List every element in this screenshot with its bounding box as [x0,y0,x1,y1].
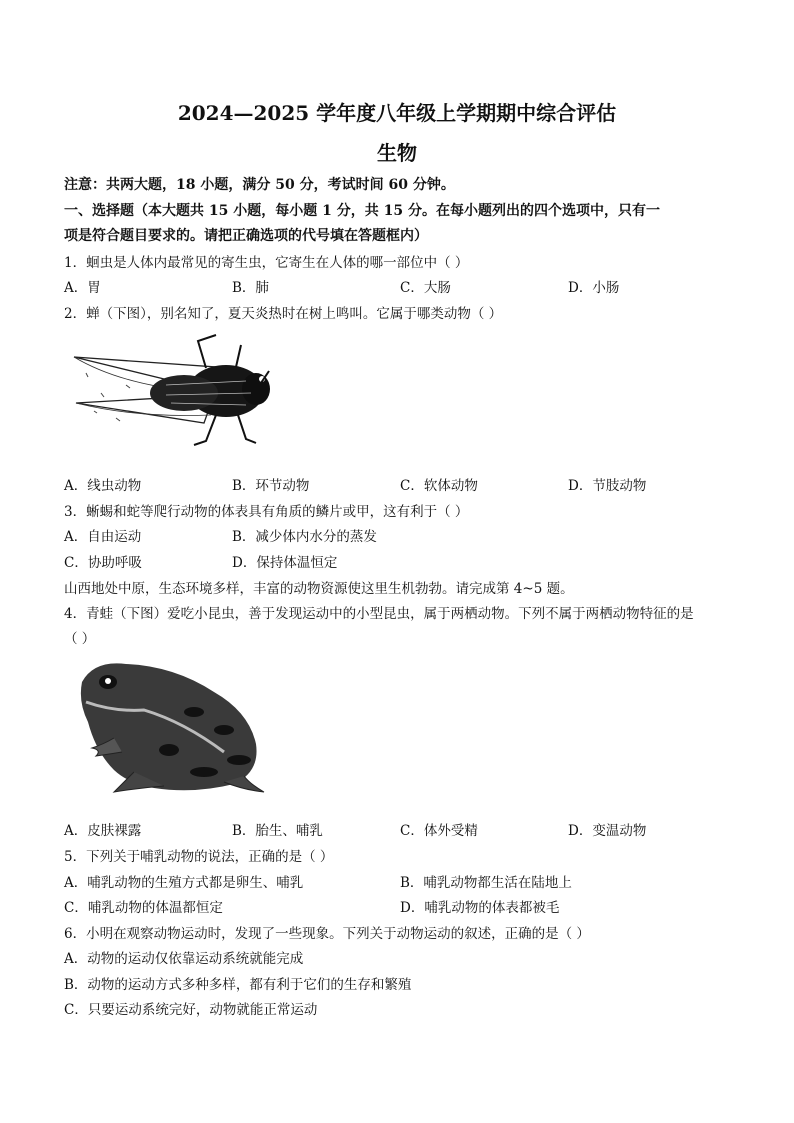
q2-option-c: C．软体动物 [400,478,478,494]
frog-illustration [74,652,270,798]
question-4-stem: 4．青蛙（下图）爱吃小昆虫，善于发现运动中的小型昆虫，属于两栖动物。下列不属于两栖动物特征的是 [64,606,694,622]
q1-option-b: B．肺 [232,280,269,296]
question-1-stem: 1．蛔虫是人体内最常见的寄生虫，它寄生在人体的哪一部位中（ ） [64,255,469,271]
q2-option-d: D．节肢动物 [568,478,647,494]
q5-option-c: C．哺乳动物的体温都恒定 [64,900,223,916]
cicada-illustration [66,333,272,451]
subject-title: 生物 [377,141,417,165]
q6-option-b: B．动物的运动方式多种多样，都有利于它们的生存和繁殖 [64,977,412,993]
q4-option-c: C．体外受精 [400,823,478,839]
q1-option-c: C．大肠 [400,280,451,296]
intro-questions-4-5: 山西地处中原，生态环境多样，丰富的动物资源使这里生机勃勃。请完成第 4~5 题。 [64,581,574,597]
q3-option-d: D．保持体温恒定 [232,555,338,571]
q3-option-a: A．自由运动 [64,529,142,545]
q3-option-c: C．协助呼吸 [64,555,142,571]
q4-option-d: D．变温动物 [568,823,647,839]
exam-title: 2024—2025 学年度八年级上学期期中综合评估 [177,101,617,125]
q5-option-a: A．哺乳动物的生殖方式都是卵生、哺乳 [64,875,304,891]
q1-option-a: A．胃 [64,280,101,296]
q5-option-b: B．哺乳动物都生活在陆地上 [400,875,572,891]
question-2-stem: 2．蝉（下图），别名知了，夏天炎热时在树上鸣叫。它属于哪类动物（ ） [64,306,503,322]
q4-option-a: A．皮肤裸露 [64,823,142,839]
section-heading-line1: 一、选择题（本大题共 15 小题，每小题 1 分，共 15 分。在每小题列出的四个选项中，只有一 [64,203,660,219]
question-4-stem-cont: （ ） [64,631,96,647]
q4-option-b: B．胎生、哺乳 [232,823,323,839]
q1-option-d: D．小肠 [568,280,620,296]
q3-option-b: B．减少体内水分的蒸发 [232,529,377,545]
q2-option-a: A．线虫动物 [64,478,142,494]
q5-option-d: D．哺乳动物的体表都被毛 [400,900,560,916]
q6-option-c: C．只要运动系统完好，动物就能正常运动 [64,1002,318,1018]
exam-notice: 注意：共两大题，18 小题，满分 50 分，考试时间 60 分钟。 [64,177,455,193]
q6-option-a: A．动物的运动仅依靠运动系统就能完成 [64,951,304,967]
section-heading-line2: 项是符合题目要求的。请把正确选项的代号填在答题框内） [64,228,428,244]
question-6-stem: 6．小明在观察动物运动时，发现了一些现象。下列关于动物运动的叙述，正确的是（ ） [64,926,590,942]
question-3-stem: 3．蜥蜴和蛇等爬行动物的体表具有角质的鳞片或甲，这有利于（ ） [64,504,469,520]
q2-option-b: B．环节动物 [232,478,310,494]
question-5-stem: 5．下列关于哺乳动物的说法，正确的是（ ） [64,849,334,865]
